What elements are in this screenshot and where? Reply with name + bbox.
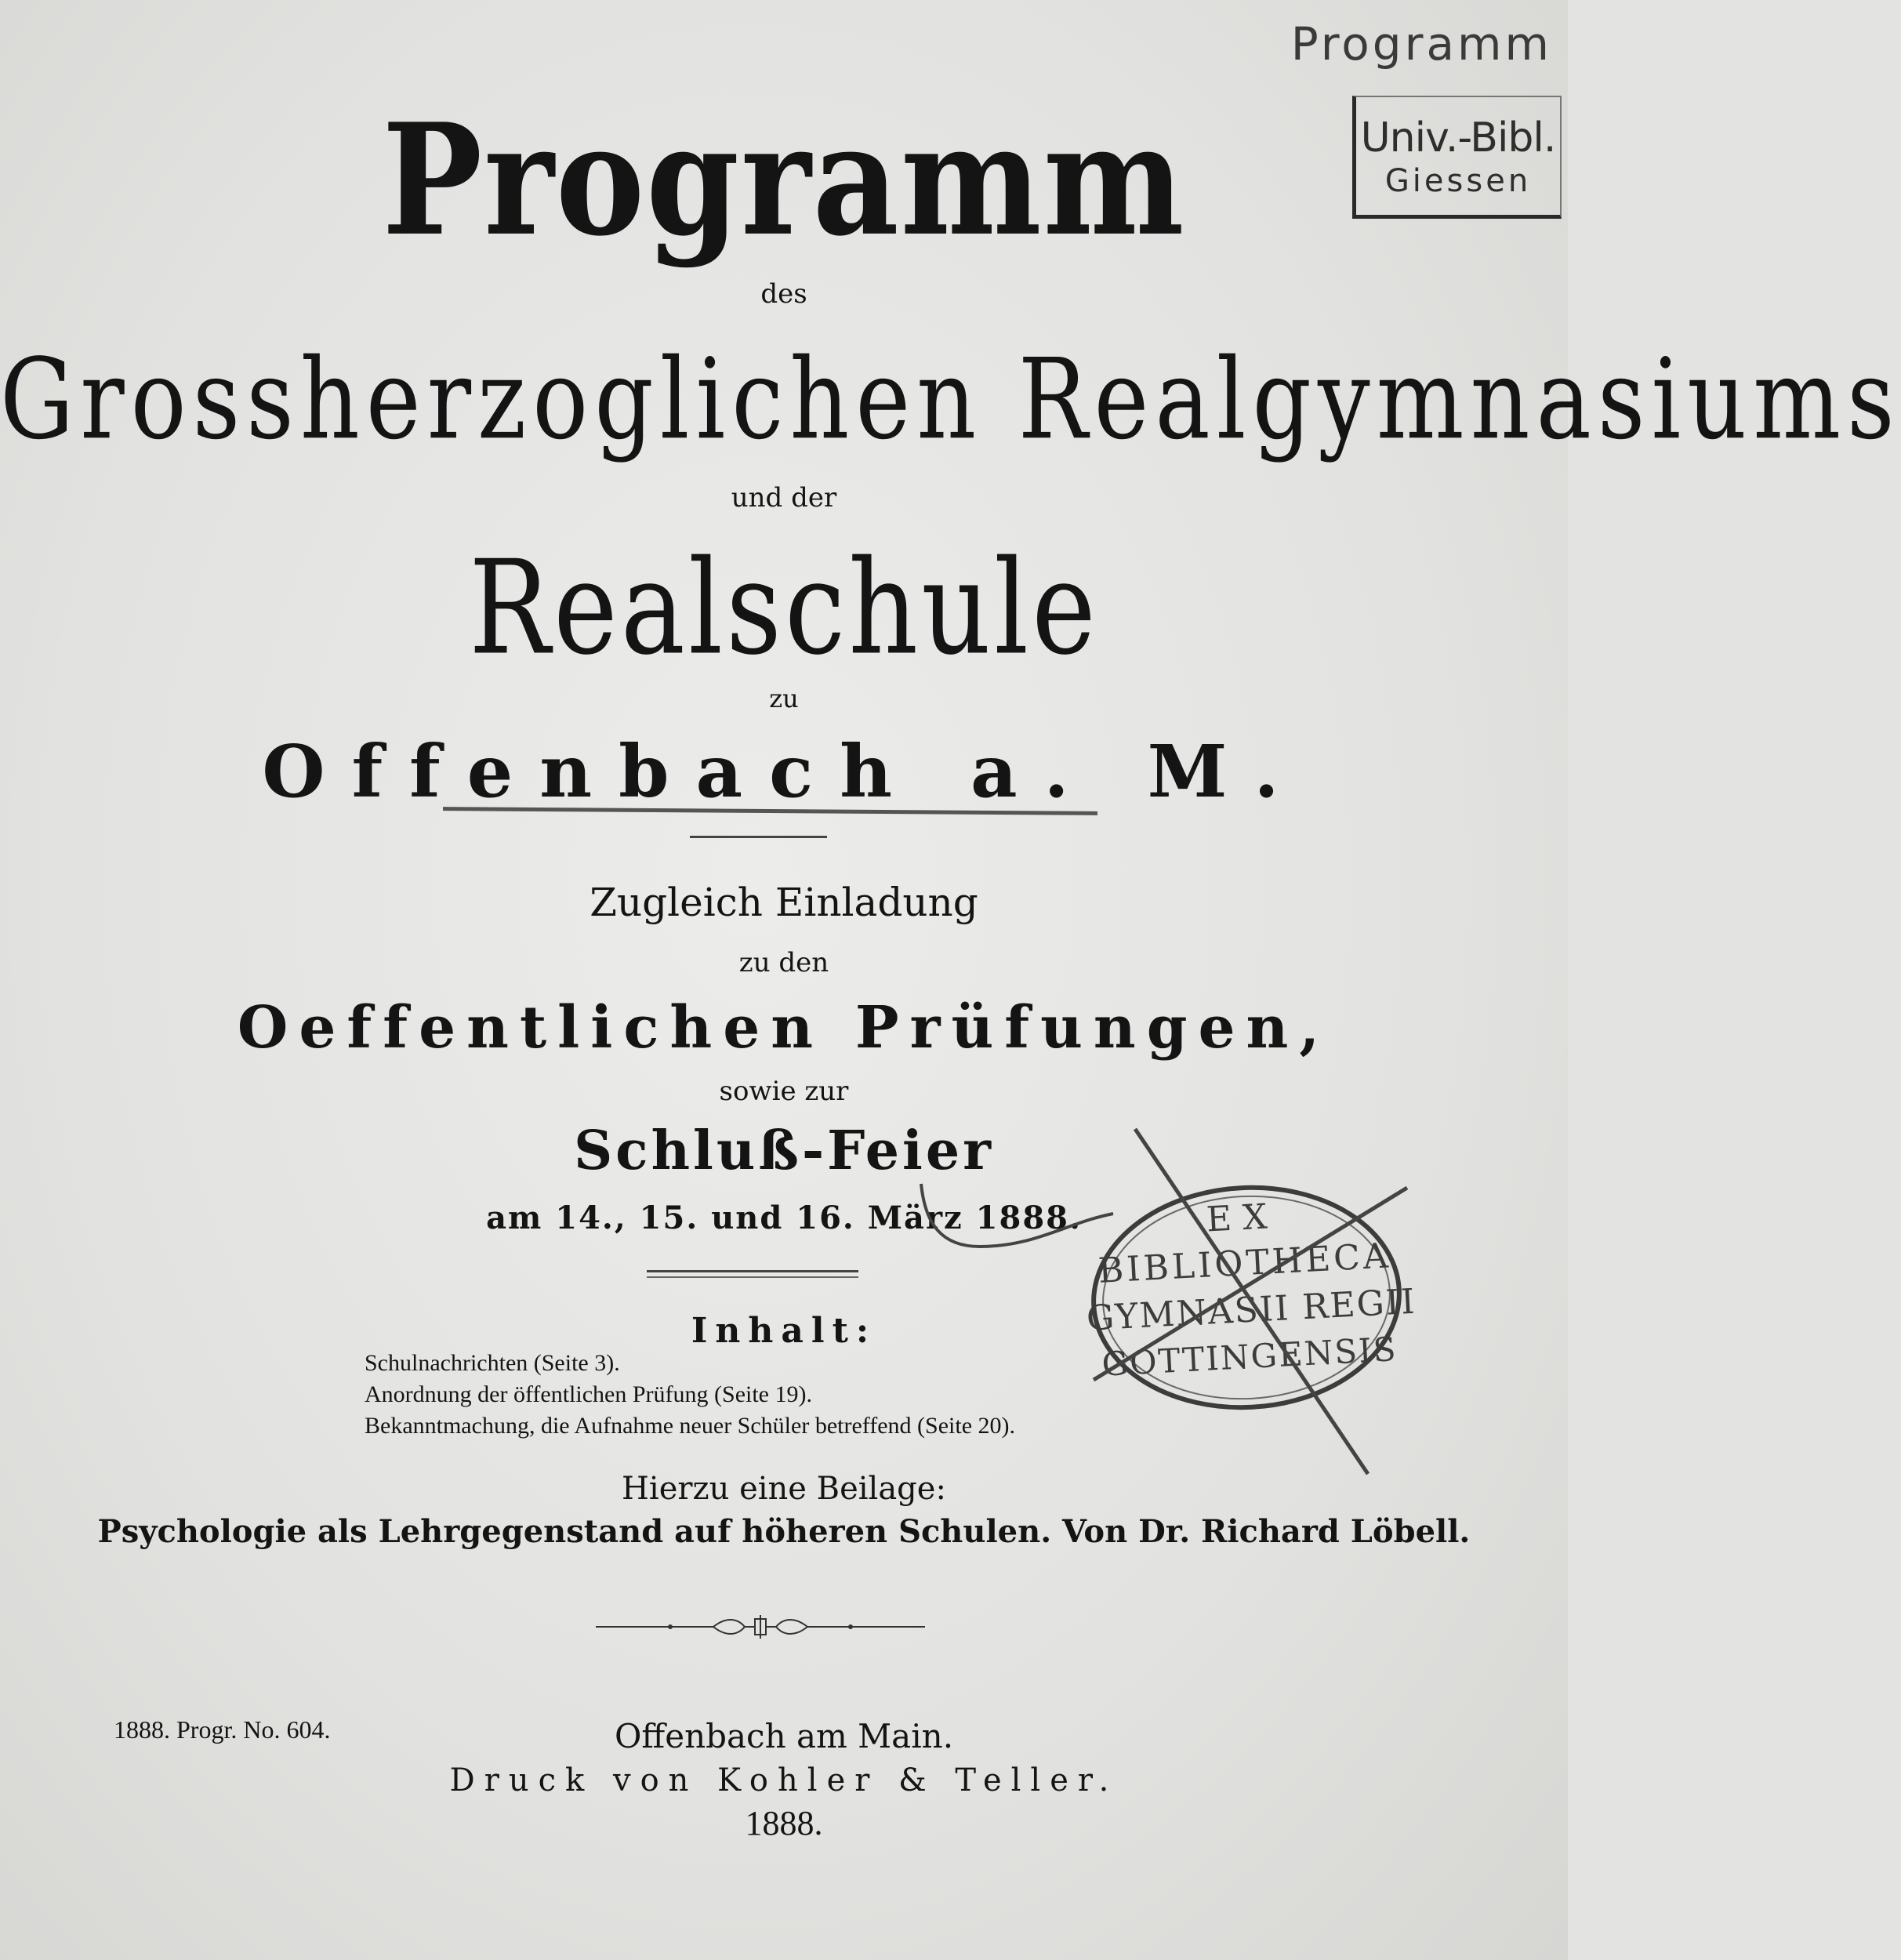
title-des: des bbox=[760, 278, 807, 310]
library-stamp-line1: Univ.-Bibl. bbox=[1360, 114, 1556, 162]
contents-item: Bekanntmachung, die Aufnahme neuer Schüler betreffend (Seite 20). bbox=[365, 1413, 1015, 1439]
school-name-line2: Realschule bbox=[469, 532, 1099, 684]
program-number: 1888. Progr. No. 604. bbox=[114, 1715, 331, 1744]
ex-libris-stamp bbox=[1079, 1167, 1417, 1427]
supplement-title: Psychologie als Lehrgegenstand auf höheren Schulen. Von Dr. Richard Löbell. bbox=[97, 1513, 1471, 1550]
supplement-intro: Hierzu eine Beilage: bbox=[622, 1471, 946, 1507]
ex-libris-line: GOTTINGENSIS bbox=[1101, 1330, 1399, 1384]
title-und-der: und der bbox=[731, 482, 837, 514]
invitation-line4: sowie zur bbox=[719, 1076, 849, 1107]
invitation-line5: Schluß-Feier bbox=[574, 1120, 994, 1182]
ornament-divider-icon bbox=[596, 1615, 925, 1639]
invitation-line2: zu den bbox=[738, 947, 829, 978]
invitation-line1: Zugleich Einladung bbox=[590, 880, 978, 925]
ex-libris-line: EX bbox=[1205, 1196, 1279, 1240]
library-stamp-line2: Giessen bbox=[1384, 163, 1532, 199]
contents-item: Schulnachrichten (Seite 3). bbox=[365, 1350, 620, 1376]
publication-place: Offenbach am Main. bbox=[614, 1717, 954, 1755]
city-name: Offenbach a. M. bbox=[262, 729, 1306, 814]
divider-rule-double bbox=[647, 1270, 858, 1272]
divider-rule-double-lower bbox=[647, 1276, 858, 1278]
main-title: Programm bbox=[382, 90, 1186, 270]
ceremony-date: am 14., 15. und 16. März 1888. bbox=[486, 1200, 1082, 1236]
archive-label: Programm bbox=[1290, 17, 1552, 71]
publication-year: 1888. bbox=[745, 1804, 823, 1842]
contents-item: Anordnung der öffentlichen Prüfung (Seite 19). bbox=[365, 1381, 812, 1407]
school-name-line1: Grossherzoglichen Realgymnasiums bbox=[0, 334, 1901, 464]
title-zu: zu bbox=[769, 684, 799, 713]
ex-libris-line: BIBLIOTHECA bbox=[1097, 1236, 1392, 1291]
contents-heading: Inhalt: bbox=[691, 1311, 877, 1351]
divider-rule bbox=[690, 836, 827, 838]
printer-line: Druck von Kohler & Teller. bbox=[449, 1762, 1119, 1798]
ex-libris-line: GYMNASII REGII bbox=[1085, 1281, 1417, 1339]
invitation-line3: Oeffentlichen Prüfungen, bbox=[237, 994, 1331, 1062]
